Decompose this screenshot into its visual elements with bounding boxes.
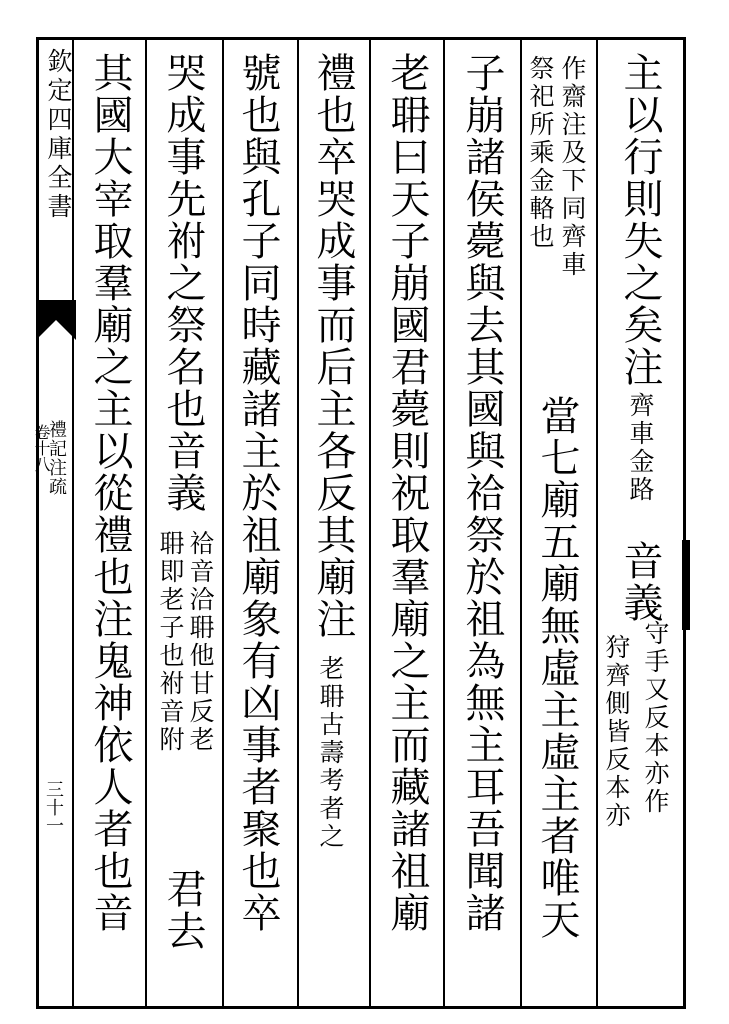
annotation-2b: 祭祀所乘金輅也 bbox=[526, 55, 555, 251]
annotation-7b: 耼即老子也祔音附 bbox=[156, 530, 185, 754]
text-column-2: 當七廟五廟無虛主虛主者唯天 bbox=[534, 395, 580, 941]
section-title: 禮記注疏 bbox=[46, 420, 67, 496]
page-frame bbox=[36, 37, 686, 1009]
column-rule bbox=[369, 40, 371, 1006]
text-column-8: 其國大宰取羣廟之主以從禮也注鬼神依人者也音 bbox=[87, 52, 133, 934]
text-column-1: 主以行則失之矣注 bbox=[617, 52, 663, 388]
text-column-3: 子崩諸侯薨與去其國與祫祭於祖為無主耳吾聞諸 bbox=[459, 52, 505, 934]
text-column-7-cont: 君去 bbox=[160, 868, 206, 952]
fishtail-mark-icon bbox=[36, 300, 76, 340]
annotation-1a: 齊車金路 bbox=[626, 392, 655, 504]
column-rule bbox=[297, 40, 299, 1006]
column-rule bbox=[596, 40, 598, 1006]
text-column-7: 哭成事先祔之祭名也音義 bbox=[160, 52, 206, 514]
column-rule bbox=[443, 40, 445, 1006]
text-column-1-cont: 音義 bbox=[617, 540, 663, 624]
annotation-5: 老耼古壽考者之 bbox=[316, 655, 345, 851]
column-rule bbox=[222, 40, 224, 1006]
text-column-6: 號也與孔子同時藏諸主於祖廟象有凶事者聚也卒 bbox=[235, 52, 281, 934]
binding-edge-mark bbox=[682, 540, 690, 630]
column-rule bbox=[145, 40, 147, 1006]
page-number: 三十一 bbox=[43, 780, 64, 834]
text-column-5: 禮也卒哭成事而后主各反其廟注 bbox=[310, 52, 356, 640]
annotation-1b: 狩齊側皆反本亦 bbox=[602, 634, 631, 830]
edge-annotation: 守手又反本亦作 bbox=[641, 620, 670, 816]
annotation-7a: 祫音洽耼他甘反老 bbox=[186, 530, 215, 754]
annotation-2a: 作齋注及下同齊車 bbox=[558, 55, 587, 279]
text-column-4: 老耼曰天子崩國君薨則祝取羣廟之主而藏諸祖廟 bbox=[384, 52, 430, 934]
volume-number: 卷十八 bbox=[32, 424, 51, 472]
book-title: 欽定四庫全書 bbox=[44, 48, 73, 222]
column-rule bbox=[520, 40, 522, 1006]
